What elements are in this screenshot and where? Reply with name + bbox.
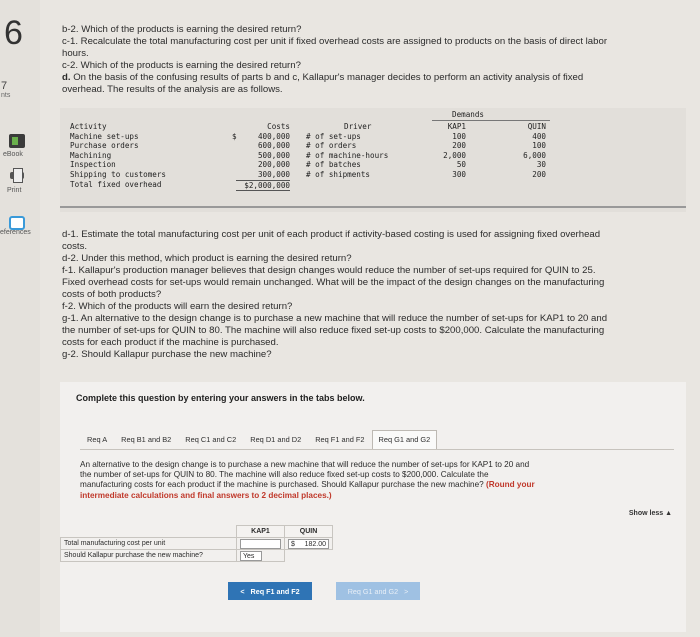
- kap1-header: KAP1: [447, 122, 466, 131]
- tab-req-c1-c2[interactable]: Req C1 and C2: [185, 435, 237, 444]
- left-sidebar: [0, 0, 40, 637]
- panel-question-text: [80, 460, 670, 501]
- prev-req-button[interactable]: [228, 582, 312, 600]
- cost-cell: 300,000: [236, 170, 290, 181]
- activity-cell: Inspection: [70, 160, 116, 170]
- demands-header: Demands: [452, 110, 485, 119]
- answer-header-row: [61, 526, 333, 538]
- activity-cell: Machine set-ups: [70, 131, 139, 141]
- quin-cell: 100: [532, 141, 546, 151]
- total-value: $2,000,000: [236, 181, 290, 192]
- panel-instruction: Complete this question by entering your answers in the tabs below.: [76, 393, 365, 403]
- row-label-cost: Total manufacturing cost per unit: [61, 538, 237, 550]
- ebook-label[interactable]: eBook: [3, 151, 23, 158]
- kap1-cell: 50: [456, 160, 466, 170]
- driver-header: Driver: [344, 122, 372, 131]
- prompt-d1: d-1. Estimate the total manufacturing cost per unit of each product if activity-based costing is used for assigning fixed overhead: [62, 229, 601, 240]
- panel-text-line: An alternative to the design change is to purchase a new machine that will reduce the number of set-ups for KAP1 to 20 and: [80, 460, 530, 469]
- quin-column: [504, 122, 546, 180]
- kap1-cell: 2,000: [443, 150, 466, 160]
- empty-cell: [285, 550, 333, 562]
- rounding-note: (Round your: [485, 480, 535, 490]
- prompt-g1: g-1. An alternative to the design change is to purchase a new machine that will reduce the number of set-ups for KAP1 to 20 and: [62, 313, 608, 324]
- answer-row-purchase: [61, 550, 333, 562]
- answer-panel: [60, 382, 686, 632]
- row-label-purchase: Should Kallapur purchase the new machine?: [61, 550, 237, 562]
- costs-column: [236, 122, 290, 191]
- tab-req-d1-d2[interactable]: Req D1 and D2: [250, 435, 302, 444]
- prompt-g1-cont: the number of set-ups for QUIN to 80. The machine will also reduce fixed set-up costs to $200,000. Calculate the manufacturing: [62, 325, 605, 336]
- cost-cell: 600,000: [257, 141, 290, 151]
- cost-cell: 500,000: [257, 150, 290, 160]
- total-label: Total fixed overhead: [70, 179, 162, 189]
- prompt-b2: b-2. Which of the products is earning the desired return?: [62, 24, 302, 35]
- activity-cell: Machining: [70, 150, 112, 160]
- next-req-button[interactable]: [336, 582, 420, 600]
- quin-cost-input[interactable]: [288, 539, 329, 549]
- prompt-d: [62, 72, 682, 84]
- next-req-label: Req G1 and G2: [347, 586, 399, 596]
- quin-cell: 400: [532, 131, 546, 141]
- quin-cost-cell: [285, 538, 333, 550]
- quin-header: QUIN: [527, 122, 546, 131]
- tab-req-g1-g2[interactable]: Req G1 and G2: [372, 430, 438, 449]
- driver-cell: # of machine-hours: [306, 150, 389, 160]
- prompt-d-cont: overhead. The results of the analysis are as follows.: [62, 84, 283, 95]
- requirement-tabs: [80, 430, 674, 450]
- costs-header: Costs: [267, 122, 290, 131]
- references-label[interactable]: eferences: [0, 229, 31, 236]
- driver-cell: # of shipments: [306, 169, 371, 179]
- kap1-cost-cell: [237, 538, 285, 550]
- kap1-cell: 200: [452, 141, 466, 151]
- kap1-cell: 300: [452, 169, 466, 179]
- activity-analysis-table: [60, 108, 686, 212]
- prev-req-label: Req F1 and F2: [250, 586, 300, 596]
- tab-req-a[interactable]: Req A: [87, 435, 108, 444]
- prompt-c1: c-1. Recalculate the total manufacturing cost per unit if fixed overhead costs are assigned to products on the basis of direct labor: [62, 36, 608, 47]
- activity-cell: Purchase orders: [70, 141, 139, 151]
- cost-cell: 400,000: [257, 131, 290, 141]
- purchase-answer-select[interactable]: Yes: [240, 551, 262, 561]
- panel-text-part: manufacturing costs for each product if the machine is purchased. Should Kallapur purchase the new machine?: [80, 480, 486, 490]
- activity-header: Activity: [70, 122, 107, 131]
- tab-req-b1-b2[interactable]: Req B1 and B2: [121, 435, 172, 444]
- print-label[interactable]: Print: [7, 187, 22, 194]
- points-number: 7: [1, 80, 8, 92]
- activity-cell: Shipping to customers: [70, 169, 167, 179]
- question-prompt: [62, 24, 682, 96]
- panel-text-line: the number of set-ups for QUIN to 80. The machine will also reduce fixed set-up costs to $200,000. Calculate the: [80, 470, 489, 480]
- quin-cell: 6,000: [523, 150, 546, 160]
- header-quin: QUIN: [285, 526, 333, 538]
- ebook-icon[interactable]: [9, 134, 25, 148]
- tab-req-f1-f2[interactable]: Req F1 and F2: [315, 435, 365, 444]
- chevron-left-icon: <: [240, 586, 245, 596]
- purchase-answer-cell: [237, 550, 285, 562]
- prompt-f1-cont: Fixed overhead costs for set-ups would remain unchanged. What will be the impact of the design changes on the manufacturing: [62, 277, 605, 288]
- answer-table: [60, 525, 333, 562]
- question-prompt-continued: [62, 229, 682, 361]
- driver-column: [306, 122, 388, 180]
- prompt-g2: g-2. Should Kallapur purchase the new machine?: [62, 349, 272, 360]
- dollar-sign: $: [291, 540, 295, 548]
- prompt-d-label: d.: [62, 72, 71, 83]
- prompt-c1-cont: hours.: [62, 48, 89, 59]
- points-label: nts: [1, 92, 11, 99]
- prompt-f2: f-2. Which of the products will earn the desired return?: [62, 301, 293, 312]
- quin-cell: 200: [532, 169, 546, 179]
- kap1-column: [426, 122, 466, 180]
- dollar-sign: $: [232, 131, 237, 141]
- prompt-d-text: On the basis of the confusing results of parts b and c, Kallapur's manager decides to perform an activity analysis of fixed: [70, 72, 584, 83]
- references-icon[interactable]: [9, 216, 25, 230]
- empty-header: [61, 526, 237, 538]
- kap1-cell: 100: [452, 131, 466, 141]
- chevron-right-icon: >: [404, 586, 409, 596]
- print-icon[interactable]: [9, 168, 25, 182]
- activity-column: [70, 122, 166, 189]
- prompt-g1-cont2: costs for each product if the machine is purchased.: [62, 337, 279, 348]
- prompt-d2: d-2. Under this method, which product is earning the desired return?: [62, 253, 352, 264]
- answer-row-cost: [61, 538, 333, 550]
- panel-text-line: [80, 480, 670, 490]
- show-less-toggle[interactable]: Show less ▲: [628, 510, 672, 517]
- driver-cell: # of batches: [306, 160, 361, 170]
- driver-cell: # of set-ups: [306, 131, 361, 141]
- prompt-f1-cont2: costs of both products?: [62, 289, 162, 300]
- quin-cost-value: 182.00: [304, 540, 326, 548]
- prompt-c2: c-2. Which of the products is earning the desired return?: [62, 60, 301, 71]
- cost-cell: 200,000: [257, 160, 290, 170]
- rounding-note-cont: intermediate calculations and final answers to 2 decimal places.): [80, 490, 332, 500]
- question-number: 6: [4, 14, 23, 52]
- prompt-f1: f-1. Kallapur's production manager believes that design changes would reduce the number of set-ups required for QUIN to 25.: [62, 265, 596, 276]
- quin-cell: 30: [536, 160, 546, 170]
- prompt-d1-cont: costs.: [62, 241, 88, 252]
- driver-cell: # of orders: [306, 141, 357, 151]
- figure-divider: [60, 206, 686, 208]
- demands-underline: [432, 120, 550, 121]
- kap1-cost-input[interactable]: [240, 539, 281, 549]
- header-kap1: KAP1: [237, 526, 285, 538]
